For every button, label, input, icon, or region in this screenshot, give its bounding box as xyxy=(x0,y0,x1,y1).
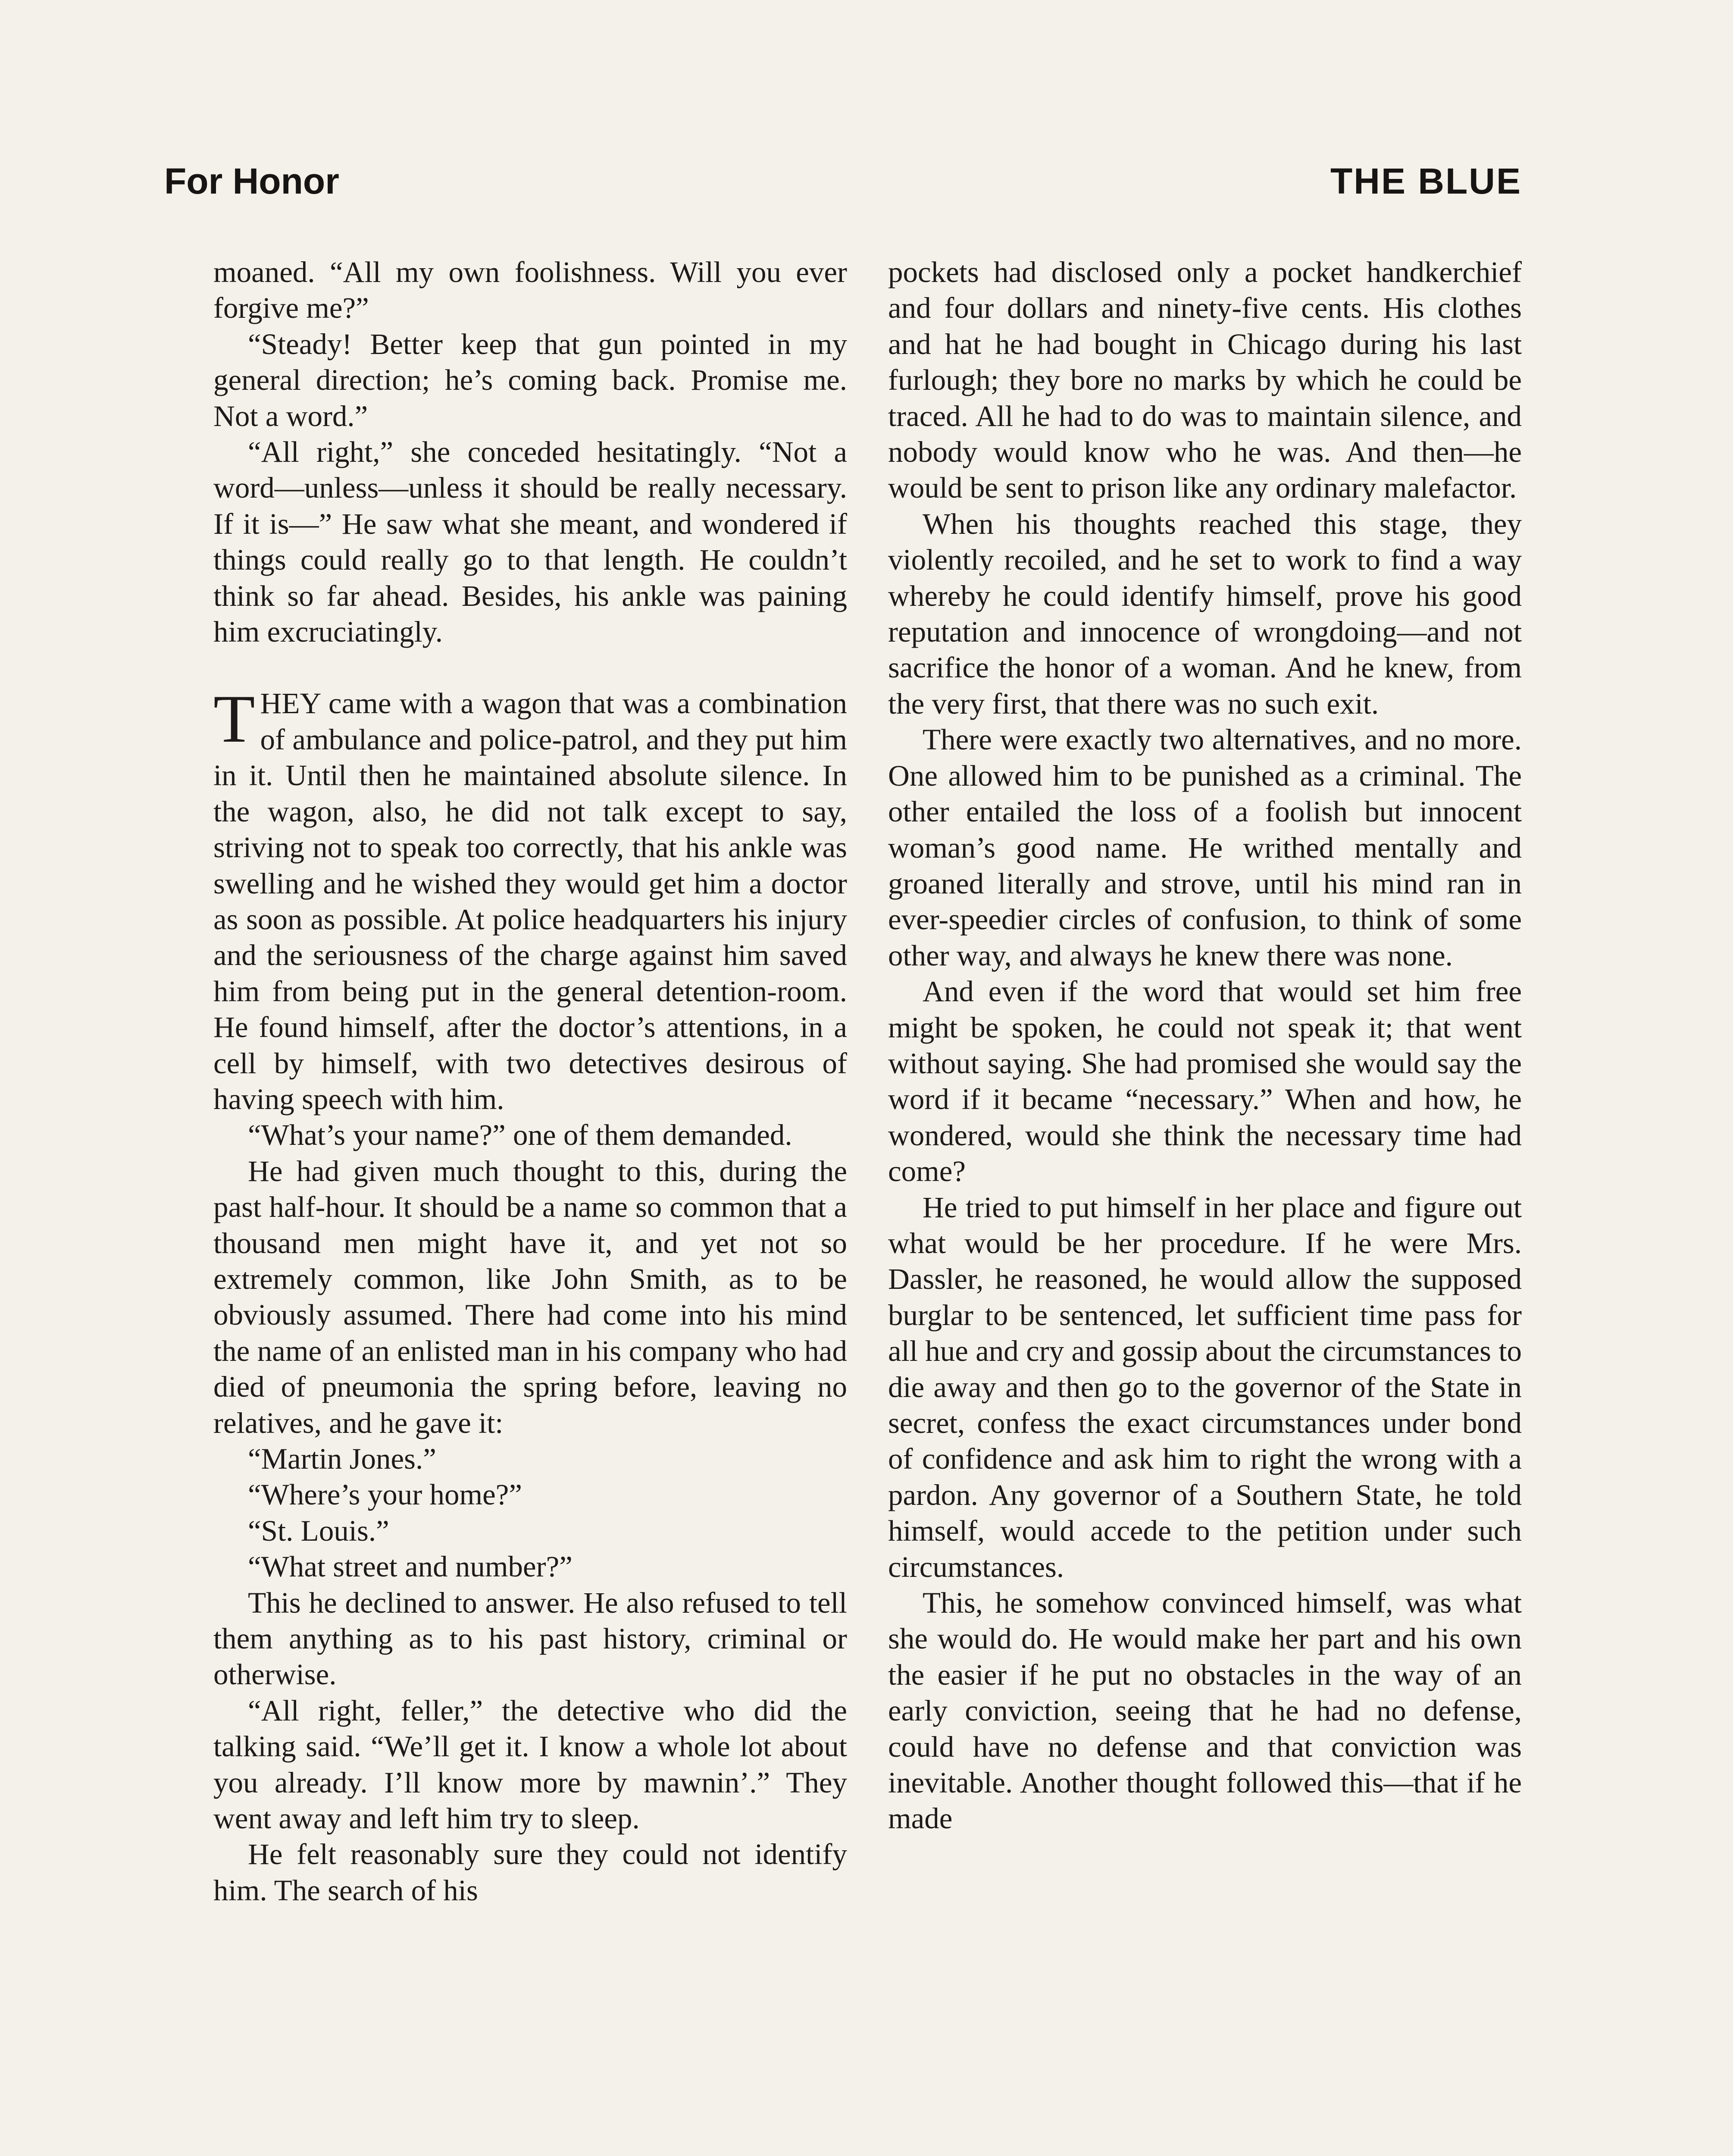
paragraph: “Steady! Better keep that gun pointed in my general direction; he’s coming back. Promise me. Not a word.” xyxy=(213,327,847,432)
paragraph: He had given much thought to this, during the past half-hour. It should be a name so common that a thousand men might have it, and yet not so extremely common, like John Smith, as to be obviously assumed. There had come into his mind the name of an enlisted man in his company who had died of pneumonia the spring before, leaving no relatives, and he gave it: xyxy=(213,1154,847,1439)
paragraph: “What’s your name?” one of them demanded. xyxy=(248,1119,792,1152)
paragraph: “What street and number?” xyxy=(248,1550,572,1583)
paragraph-text: came with a wagon that was a combination of ambulance and police-patrol, and they put him in it. Until then he maintained absolute silence. In the wagon, also, he did not talk except to say, striving not to speak too correctly, that his ankle was swelling and he wished they would get him a doctor as soon as possible. At police headquarters his injury and the seriousness of the charge against him saved him from being put in the general detention-room. He found himself, after the doctor’s attentions, in a cell by himself, with two detectives desirous of having speech with him. xyxy=(213,687,847,1116)
running-header-magazine: THE BLUE xyxy=(1330,161,1522,201)
paragraph: “Martin Jones.” xyxy=(248,1442,436,1475)
paragraph: “St. Louis.” xyxy=(248,1514,389,1547)
paragraph: And even if the word that would set him free might be spoken, he could not speak it; that went without saying. She had promised she would say the word if it became “necessary.” When and how, he wondered, would she think the necessary time had come? xyxy=(888,975,1522,1188)
paragraph: He felt reasonably sure they could not identify him. The search of his xyxy=(213,1838,847,1907)
paragraph: When his thoughts reached this stage, they violently recoiled, and he set to work to find a way whereby he could identify himself, prove his good reputation and innocence of wrongdoing—and not sacrifice the honor of a woman. And he knew, from the very first, that there was no such exit. xyxy=(888,507,1522,720)
paragraph: “Where’s your home?” xyxy=(248,1478,522,1511)
paragraph: This he declined to answer. He also refused to tell them anything as to his past history, criminal or otherwise. xyxy=(213,1586,847,1691)
paragraph: “All right,” she conceded hesitatingly. “Not a word—unless—unless it should be really necessary. If it is—” He saw what she meant, and wondered if things could really go to that length. He couldn’t think so far ahead. Besides, his ankle was paining him excruciatingly. xyxy=(213,436,847,649)
paragraph: This, he somehow convinced himself, was what she would do. He would make her part and his own the easier if he put no obstacles in the way of an early conviction, seeing that he had no defense, could have no defense and that conviction was inevitable. Another thought followed this—that if he made xyxy=(888,1586,1522,1835)
running-header-title: For Honor xyxy=(164,161,339,201)
drop-cap-letter: T xyxy=(213,681,255,757)
paragraph: pockets had disclosed only a pocket handkerchief and four dollars and ninety-five cents. His clothes and hat he had bought in Chicago during his last furlough; they bore no marks by which he could be traced. All he had to do was to maintain silence, and nobody would know who he was. And then—he would be sent to prison like any ordinary malefactor. xyxy=(888,256,1522,505)
paragraph: moaned. “All my own foolishness. Will you ever forgive me?” xyxy=(213,256,847,325)
paragraph: There were exactly two alternatives, and no more. One allowed him to be punished as a criminal. The other entailed the loss of a foolish but innocent woman’s good name. He writhed mentally and groaned literally and strove, until his mind ran in ever-speedier circles of confusion, to think of some other way, and always he knew there was none. xyxy=(888,723,1522,972)
paragraph: “All right, feller,” the detective who did the talking said. “We’ll get it. I know a whole lot about you already. I’ll know more by mawnin’.” They went away and left him try to sleep. xyxy=(213,1694,847,1835)
section-opening-paragraph xyxy=(213,681,847,1117)
right-text-column xyxy=(888,254,1522,1837)
left-text-column xyxy=(213,254,847,1908)
paragraph: He tried to put himself in her place and figure out what would be her procedure. If he were Mrs. Dassler, he reasoned, he would allow the supposed burglar to be sentenced, let sufficient time pass for all hue and cry and gossip about the circumstances to die away and then go to the governor of the State in secret, confess the exact circumstances under bond of confidence and ask him to right the wrong with a pardon. Any governor of a Southern State, he told himself, would accede to the petition under such circumstances. xyxy=(888,1191,1522,1583)
drop-cap-word-rest: HEY xyxy=(260,687,320,720)
